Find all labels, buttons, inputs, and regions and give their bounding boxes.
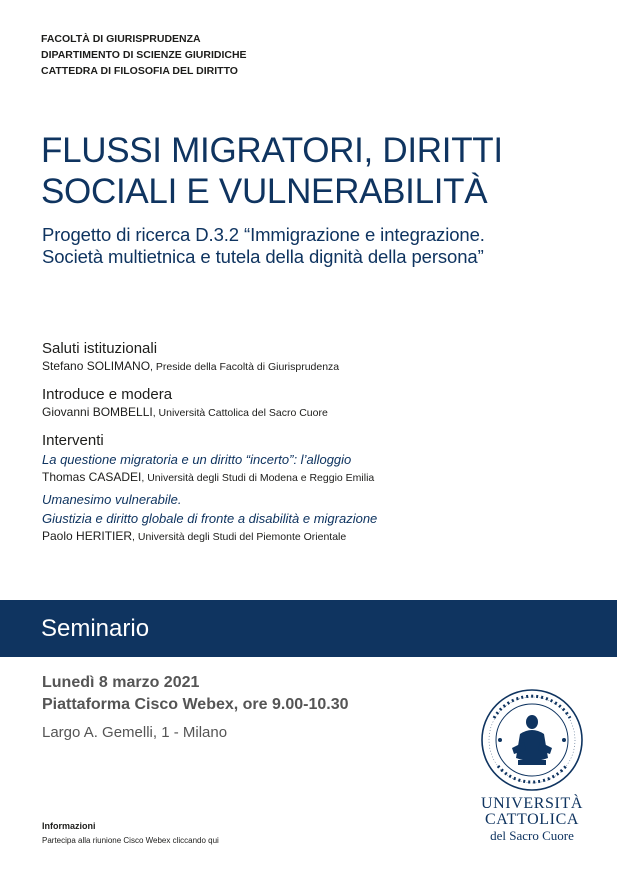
talk-2-title-line-2: Giustizia e diritto globale di fronte a disabilità e migrazione: [42, 511, 378, 526]
saluti-heading: Saluti istituzionali: [42, 340, 158, 357]
chair-line: CATTEDRA DI FILOSOFIA DEL DIRITTO: [41, 65, 238, 77]
university-wordmark: [470, 796, 594, 844]
seminar-label: Seminario: [41, 615, 150, 642]
talk-1-title: La questione migratoria e un diritto “incerto”: l’alloggio: [42, 452, 352, 467]
speaker-affiliation: , Università degli Studi del Piemonte Orientale: [132, 531, 347, 543]
introduce-heading: Introduce e modera: [42, 386, 173, 403]
wordmark-line-1: UNIVERSITÀ: [481, 795, 583, 812]
department-header: [41, 31, 247, 79]
info-title: Informazioni: [42, 821, 96, 831]
event-title: [41, 130, 503, 212]
speaker-casadei: [42, 469, 582, 487]
speaker-affiliation: , Università degli Studi di Modena e Reggio Emilia: [141, 472, 375, 484]
speaker-name: Stefano SOLIMANO: [42, 359, 151, 373]
speaker-name: Thomas CASADEI: [42, 470, 142, 484]
wordmark-line-2: CATTOLICA: [485, 811, 579, 828]
subtitle-line-1: Progetto di ricerca D.3.2 “Immigrazione e integrazione.: [42, 224, 485, 245]
seminar-band: [0, 600, 617, 657]
faculty-line: FACOLTÀ DI GIURISPRUDENZA: [41, 33, 201, 45]
event-address: Largo A. Gemelli, 1 - Milano: [42, 724, 228, 741]
title-line-1: FLUSSI MIGRATORI, DIRITTI: [41, 131, 503, 170]
program: [42, 340, 582, 546]
wordmark-line-3: del Sacro Cuore: [490, 828, 574, 843]
speaker-solimano: [42, 358, 582, 376]
speaker-heritier: [42, 528, 582, 546]
speaker-name: Giovanni BOMBELLI: [42, 405, 153, 419]
event-subtitle: [42, 224, 485, 268]
interventi-heading: Interventi: [42, 432, 104, 449]
speaker-affiliation: , Università Cattolica del Sacro Cuore: [152, 407, 328, 419]
university-seal-icon: [480, 688, 584, 792]
subtitle-line-2: Società multietnica e tutela della dignità della persona”: [42, 246, 484, 267]
title-line-2: SOCIALI E VULNERABILITÀ: [41, 172, 488, 211]
speaker-bombelli: [42, 404, 582, 422]
event-venue: Piattaforma Cisco Webex, ore 9.00-10.30: [42, 696, 349, 713]
event-details: [42, 672, 349, 744]
info-section: [42, 820, 219, 847]
talk-2-title-line-1: Umanesimo vulnerabile.: [42, 492, 182, 507]
event-date: Lunedì 8 marzo 2021: [42, 674, 200, 691]
speaker-affiliation: , Preside della Facoltà di Giurisprudenza: [150, 361, 340, 373]
webex-join-link[interactable]: Partecipa alla riunione Cisco Webex cliccando qui: [42, 836, 219, 845]
speaker-name: Paolo HERITIER: [42, 529, 133, 543]
department-line: DIPARTIMENTO DI SCIENZE GIURIDICHE: [41, 49, 247, 61]
